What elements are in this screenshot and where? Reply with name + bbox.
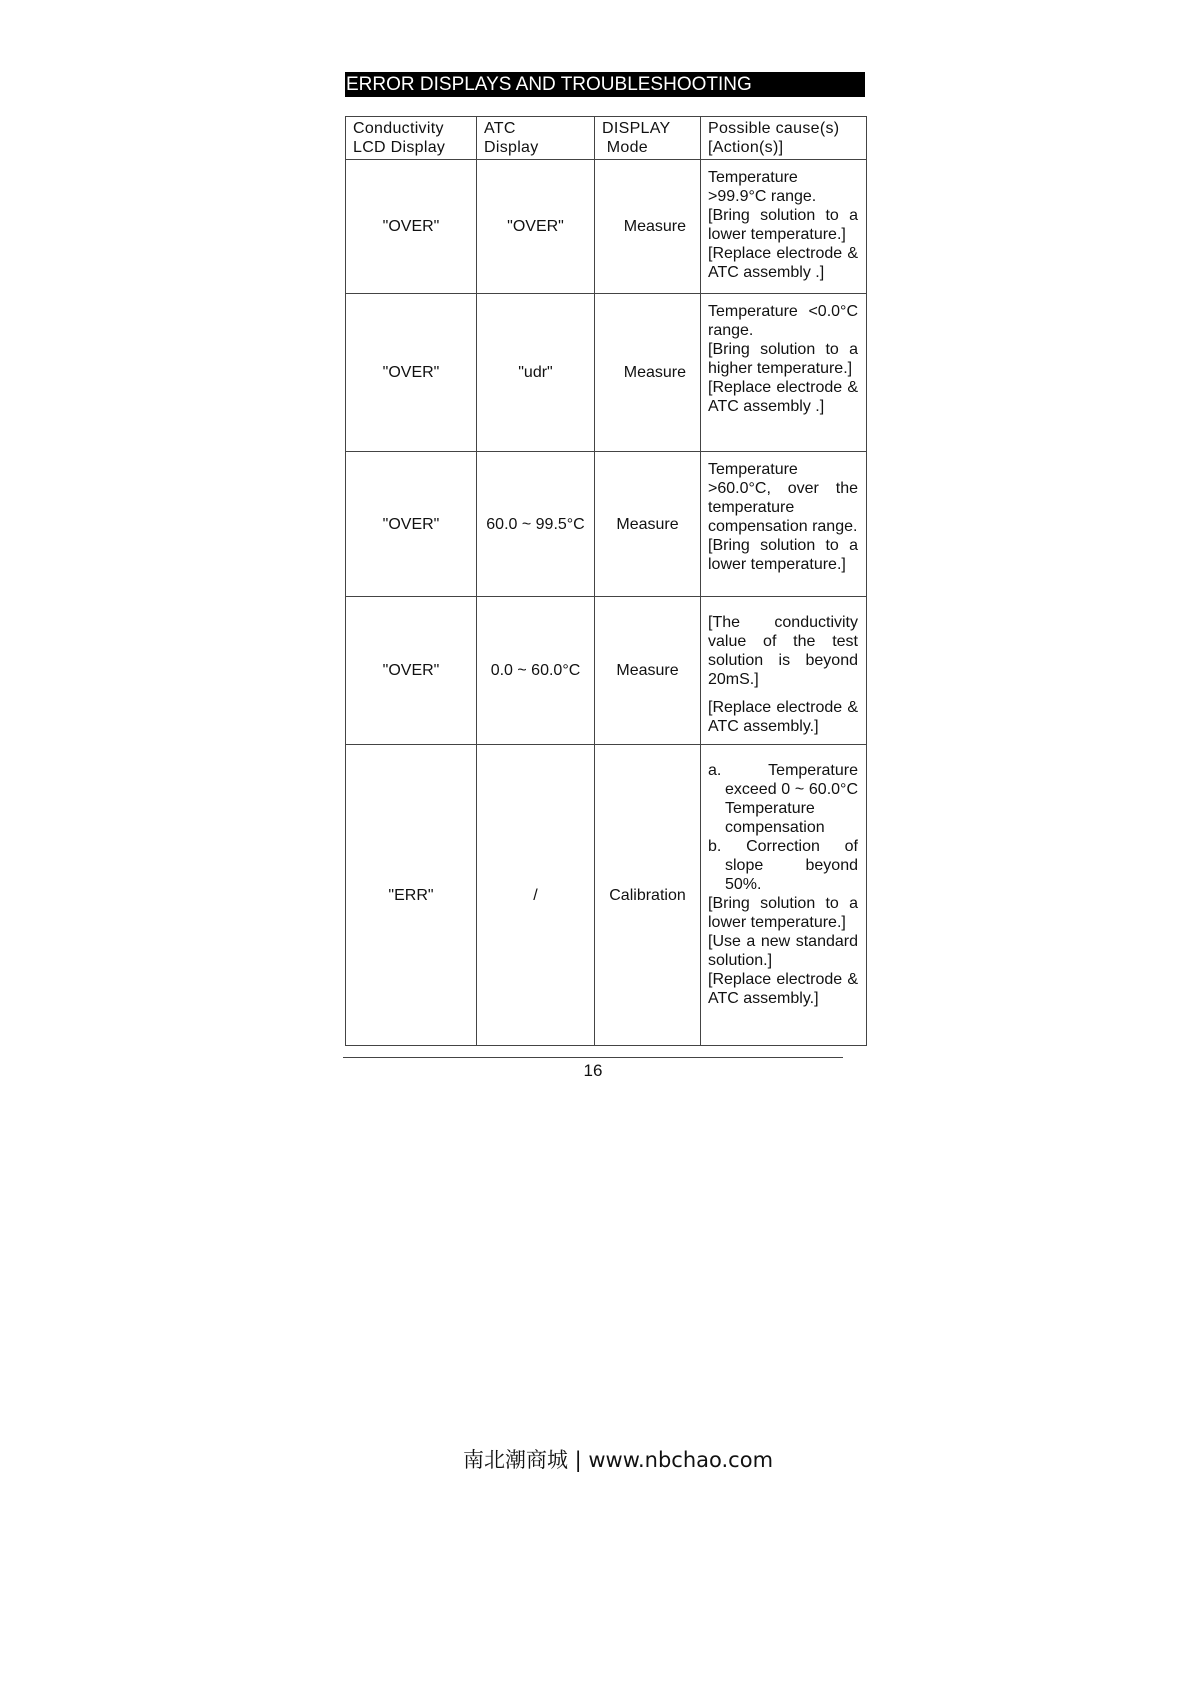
display-mode-cell: Measure bbox=[595, 294, 701, 452]
action-text: [Bring solution to a lower temperature.] bbox=[708, 895, 858, 931]
cause-cell bbox=[701, 745, 867, 1046]
table-row bbox=[346, 597, 867, 745]
table-row bbox=[346, 452, 867, 597]
watermark-footer: 南北潮商城 | www.nbchao.com bbox=[462, 1448, 774, 1472]
cause-text: Temperature <0.0°C range. bbox=[708, 303, 858, 339]
lcd-display-cell: "OVER" bbox=[346, 597, 477, 745]
action-text: [Use a new standard solution.] bbox=[708, 933, 858, 969]
action-text: [Replace electrode & ATC assembly .] bbox=[708, 379, 858, 415]
atc-display-cell: "OVER" bbox=[477, 160, 595, 294]
cause-text: b. Correction of slope beyond 50%. bbox=[708, 838, 858, 893]
table-row bbox=[346, 294, 867, 452]
cause-text: Temperature >99.9°C range. bbox=[708, 169, 817, 205]
cause-cell bbox=[701, 294, 867, 452]
page-number: 16 bbox=[583, 1061, 603, 1080]
display-mode-cell: Measure bbox=[595, 597, 701, 745]
display-mode-cell: Calibration bbox=[595, 745, 701, 1046]
atc-display-cell: 0.0 ~ 60.0°C bbox=[477, 597, 595, 745]
action-text: [Replace electrode & ATC assembly.] bbox=[708, 699, 858, 735]
lcd-display-cell: "OVER" bbox=[346, 452, 477, 597]
atc-display-cell: / bbox=[477, 745, 595, 1046]
action-text: [Bring solution to a lower temperature.] bbox=[708, 207, 858, 243]
atc-display-cell: 60.0 ~ 99.5°C bbox=[477, 452, 595, 597]
cause-cell bbox=[701, 452, 867, 597]
atc-display-cell: "udr" bbox=[477, 294, 595, 452]
section-title: ERROR DISPLAYS AND TROUBLESHOOTING bbox=[345, 72, 865, 97]
header-lcd-display: Conductivity LCD Display bbox=[346, 117, 477, 160]
header-possible-causes: Possible cause(s) [Action(s)] bbox=[701, 117, 867, 160]
action-text: [Bring solution to a lower temperature.] bbox=[708, 537, 858, 573]
cause-text: [The conductivity value of the test solution is beyond 20mS.] bbox=[708, 614, 858, 688]
lcd-display-cell: "OVER" bbox=[346, 160, 477, 294]
display-mode-cell: Measure bbox=[595, 452, 701, 597]
cause-text: Temperature >60.0°C, over the temperature compensation range. bbox=[708, 461, 858, 535]
error-table bbox=[345, 116, 867, 1046]
header-atc-display: ATC Display bbox=[477, 117, 595, 160]
action-text: [Replace electrode & ATC assembly.] bbox=[708, 971, 858, 1007]
header-display-mode: DISPLAY Mode bbox=[595, 117, 701, 160]
cause-cell bbox=[701, 160, 867, 294]
cause-cell bbox=[701, 597, 867, 745]
action-text: [Bring solution to a higher temperature.] bbox=[708, 341, 858, 377]
table-row bbox=[346, 745, 867, 1046]
display-mode-cell: Measure bbox=[595, 160, 701, 294]
lcd-display-cell: "ERR" bbox=[346, 745, 477, 1046]
cause-text: a. Temperature exceed 0 ~ 60.0°C Temperature compensation bbox=[708, 762, 858, 836]
footer-rule bbox=[343, 1057, 843, 1058]
action-text: [Replace electrode & ATC assembly .] bbox=[708, 245, 858, 281]
table-row bbox=[346, 160, 867, 294]
header-row bbox=[346, 117, 867, 160]
lcd-display-cell: "OVER" bbox=[346, 294, 477, 452]
